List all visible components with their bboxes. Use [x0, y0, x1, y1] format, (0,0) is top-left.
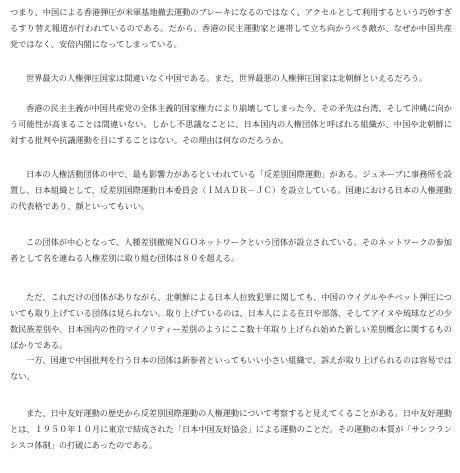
paragraph-6: ただ、これだけの団体がありながら、北朝鮮による日本人拉致犯罪に関しても、中国のウイグルやチベット弾圧についても取り上げている団体は見られない。取り上げているのは、日本人による在日や部落、そしてアイヌや琉球などの少数民族差別や、日本国内の性的マイノリティー差別のようにここ数十年取り上げられ始めた新しい差別概念に関するものばかりである。 [10, 292, 452, 350]
paragraph-3: 香港の民主主義が中国共産党の全体主義的国家権力により崩壊してしまった今、その矛先は台湾、そして沖縄に向かう可能性が高まることは間違いない。しかし不思議なことに、日本国内の人権団体と呼ばれる組織が、中国や北朝鮮に対する批判や抗議運動を目にすることはない。その理由は何なのだろうか。 [10, 103, 452, 145]
paragraph-1: つまり、中国による香港弾圧が米軍基地撤去運動のブレーキになるのではなく、アクセルとして利用するという巧妙すぎるすり替え報道が行われているのである。だから、香港の民主運動家と連帯して立ち向かうべき敵が、なぜか中国共産党ではなく、安倍内閣になってしまっている。 [10, 7, 452, 49]
paragraph-5: この団体が中心となって、人種差別撤廃ＮＧＯネットワークという団体が設立されている。そのネットワークの参加者として名を連ねる人権差別に取り組む団体は８０を超える。 [10, 237, 452, 263]
paragraph-8: また、日中友好運動の歴史から反差別国際運動の人権運動について考察すると見えてくることがある。日中友好運動とは、１９５０年１０月に東京で結成された「日本中国友好協会」による運動のことだ。その運動の本質が「サンフランシスコ体制」の打破にあったのである。 [10, 408, 452, 450]
paragraph-2: 世界最大の人権弾圧国家は間違いなく中国である。また、世界最悪の人権弾圧国家は北朝鮮といえるだろう。 [26, 73, 428, 83]
paragraph-4: 日本の人権活動団体の中で、最も影響力があるといわれている「反差別国際運動」がある。ジュネーブに事務所を設置し、日本組織として、反差別国際運動日本委員会（ＩＭＡＤＲ－ＪＣ）を設立している。国連における日本の人権運動の代表格であり、顔といってもいい。 [10, 169, 452, 211]
paragraph-7: 一方、国連で中国批判を行う日本の団体は新参者といってもいい小さい組織で、訴えが取り上げられるのは容易ではない。 [10, 355, 452, 381]
